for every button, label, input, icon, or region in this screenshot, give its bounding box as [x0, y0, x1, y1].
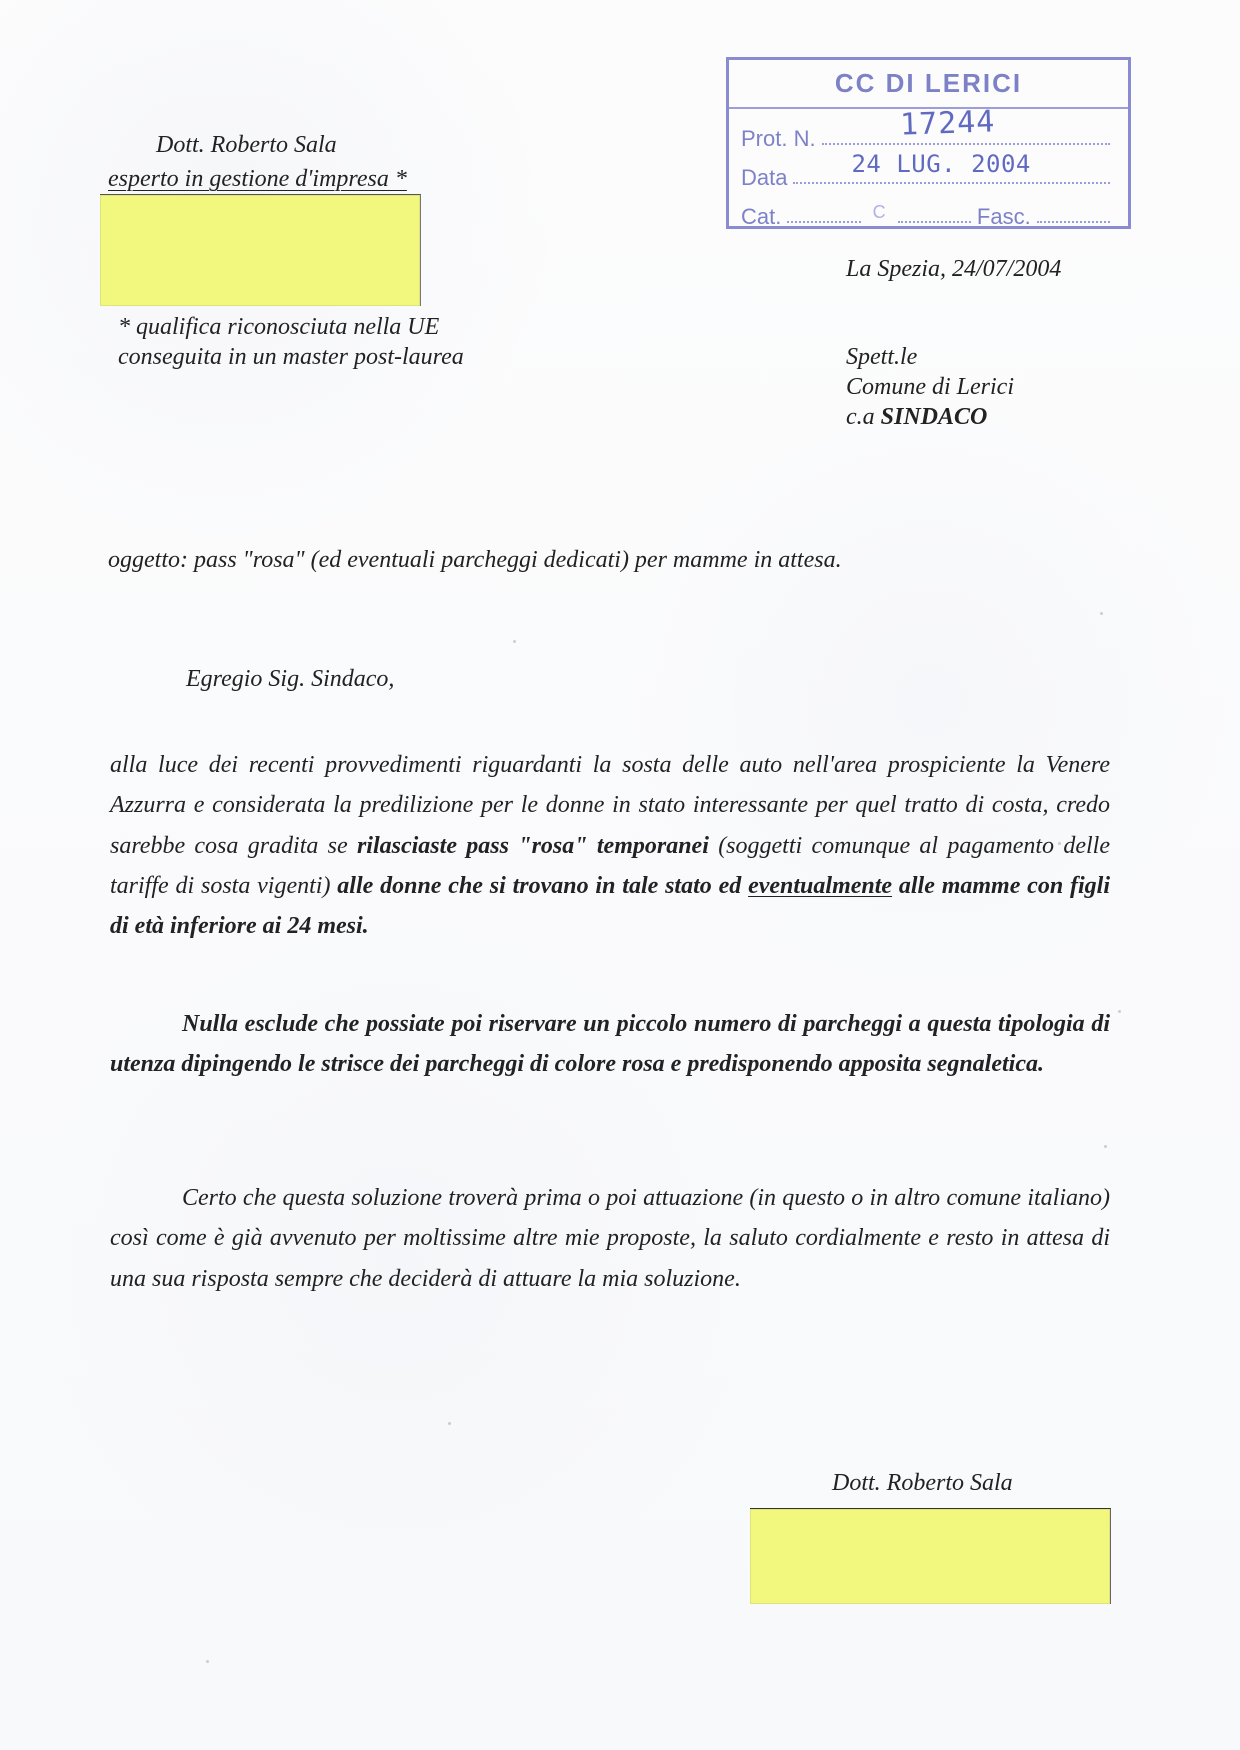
- letter-greeting: Egregio Sig. Sindaco,: [186, 666, 395, 692]
- recipient-line-1: Spett.le: [846, 344, 918, 370]
- recipient-line-3: [846, 402, 1014, 432]
- paper-speck: [1058, 842, 1061, 845]
- paper-speck: [1118, 1010, 1121, 1013]
- stamp-category-row: [741, 192, 1116, 230]
- paragraph-1-underlined-emphasis: eventualmente: [748, 872, 893, 899]
- letter-paragraph-3: [110, 1178, 1110, 1299]
- signature-redaction: [750, 1508, 1111, 1604]
- paragraph-1-part-2: (soggetti comunque al pagamento delle tariffe di sosta vigenti): [110, 832, 1110, 899]
- recipient-line-2: Comune di Lerici: [846, 374, 1014, 400]
- paragraph-2-text: Nulla esclude che possiate poi riservare un piccolo numero di parcheggi a questa tipologia di utenza dipingendo le strisce dei parcheggi di colore rosa e predisponendo apposita segnaletica.: [110, 1011, 1110, 1078]
- stamp-date-dots: [793, 150, 1110, 184]
- sender-name: Dott. Roberto Sala: [156, 132, 337, 158]
- stamp-date-value: 24 LUG. 2004: [851, 150, 1031, 178]
- protocol-stamp: [726, 57, 1131, 229]
- paper-speck: [1100, 612, 1103, 615]
- letter-paragraph-1: [110, 745, 1110, 947]
- letter-place-date: La Spezia, 24/07/2004: [846, 256, 1062, 282]
- stamp-prot-value: 17244: [898, 104, 996, 143]
- stamp-date-row: [741, 150, 1116, 191]
- stamp-cat-dots-2: [898, 220, 971, 223]
- paper-speck: [448, 1422, 451, 1425]
- stamp-prot-row: [741, 104, 1116, 152]
- signature-name: Dott. Roberto Sala: [832, 1470, 1013, 1496]
- sender-contact-redaction: [100, 194, 421, 306]
- stamp-fasc-dots: [1037, 220, 1110, 223]
- paper-speck: [1104, 1145, 1107, 1148]
- sender-qualification-note: [118, 312, 508, 372]
- letter-subject: oggetto: pass "rosa" (ed eventuali parcheggi dedicati) per mamme in attesa.: [108, 547, 842, 573]
- paper-speck: [206, 1660, 209, 1663]
- recipient-attention-emphasis: SINDACO: [880, 404, 988, 430]
- qualification-line-2: conseguita in un master post-laurea: [118, 344, 464, 370]
- stamp-fasc-label: Fasc.: [976, 204, 1031, 229]
- recipient-attention-prefix: c.a: [846, 404, 875, 430]
- stamp-cat-dots: [787, 220, 860, 223]
- paragraph-1-emphasis-1: rilasciaste pass "rosa" temporanei: [356, 832, 709, 859]
- stamp-header: CC DI LERICI: [729, 60, 1128, 109]
- qualification-line-1: * qualifica riconosciuta nella UE: [118, 314, 440, 340]
- recipient-block: [846, 342, 1014, 432]
- paper-speck: [513, 640, 516, 643]
- paragraph-1-emphasis-2: alle donne che si trovano in tale stato ed: [337, 872, 749, 899]
- stamp-prot-label: Prot. N.: [741, 126, 816, 151]
- letter-paragraph-2: [110, 1004, 1110, 1085]
- sender-role: esperto in gestione d'impresa *: [108, 166, 407, 192]
- stamp-prot-dots: [822, 104, 1110, 145]
- stamp-cat-mark: C: [872, 202, 886, 222]
- stamp-cat-label: Cat.: [741, 204, 782, 229]
- paragraph-3-text: Certo che questa soluzione troverà prima o poi attuazione (in questo o in altro comune italiano) così come è già avvenuto per moltissime altre mie proposte, la saluto cordialmente e resto in attesa di una sua risposta sempre che deciderà di attuare la mia soluzione.: [110, 1185, 1110, 1292]
- stamp-date-label: Data: [741, 165, 788, 190]
- paragraph-1-emphasis-3: alle mamme con figli di età inferiore ai 24 mesi.: [110, 872, 1111, 940]
- paragraph-1-part-1: alla luce dei recenti provvedimenti riguardanti la sosta delle auto nell'area prospiciente la Venere Azzurra e considerata la predilizione per le donne in stato interessante per quel tratto di costa, credo sarebbe cosa gradita se: [110, 752, 1110, 859]
